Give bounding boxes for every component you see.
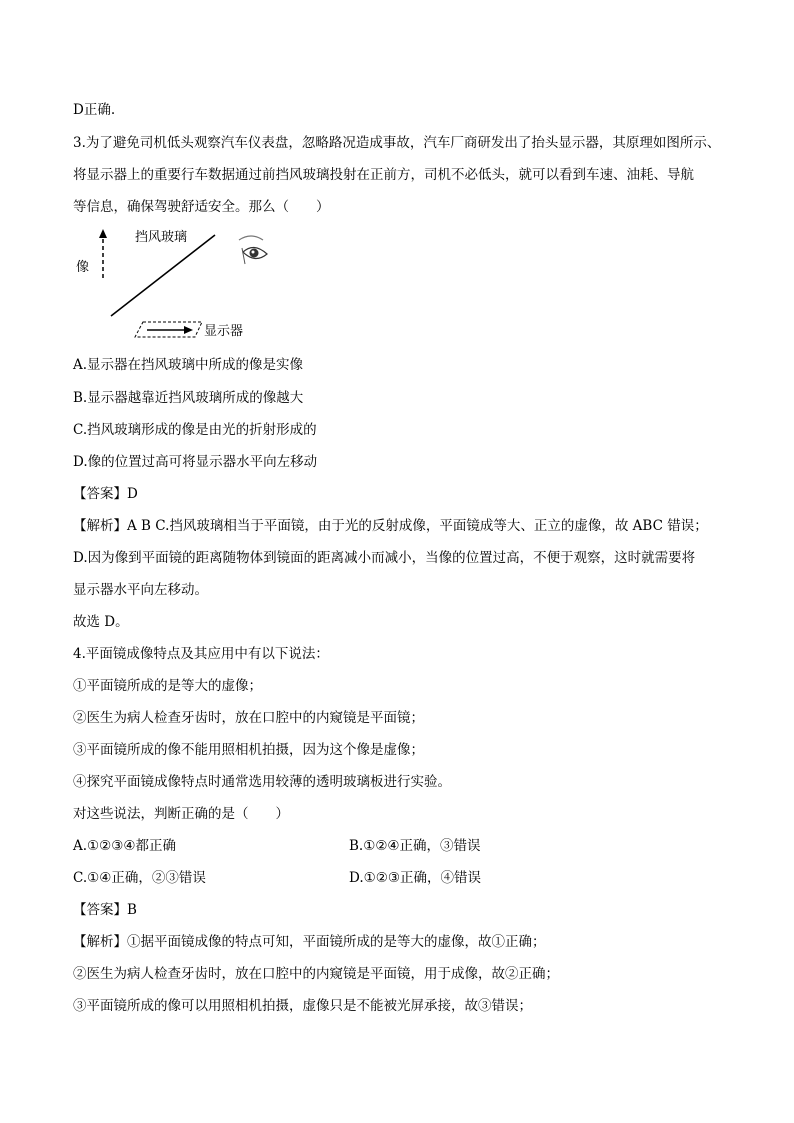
image-label: 像 <box>76 260 90 275</box>
explanation-4-a: 【解析】①据平面镜成像的特点可知，平面镜所成的是等大的虚像，故①正确； <box>73 934 546 950</box>
option-d: D.像的位置过高可将显示器水平向左移动 <box>73 454 318 470</box>
q4-option-d: D.①②③正确，④错误 <box>349 870 481 886</box>
question-3-stem-cont: 将显示器上的重要行车数据通过前挡风玻璃投射在正前方，司机不必低头，就可以看到车速、油耗、导航 <box>73 167 694 183</box>
explanation-3-c: 显示器水平向左移动。 <box>73 582 208 598</box>
question-4-stem: 4.平面镜成像特点及其应用中有以下说法： <box>73 646 329 662</box>
q4-option-b: B.①②④正确，③错误 <box>349 838 481 854</box>
windshield-line <box>111 235 215 316</box>
hud-diagram <box>73 228 313 344</box>
question-4-ask: 对这些说法，判断正确的是（ ） <box>73 806 289 822</box>
statement-3: ③平面镜所成的像不能用照相机拍摄，因为这个像是虚像； <box>73 742 424 758</box>
explanation-4-c: ③平面镜所成的像可以用照相机拍摄，虚像只是不能被光屏承接，故③错误； <box>73 998 532 1014</box>
explanation-3-a: 【解析】A B C.挡风玻璃相当于平面镜，由于光的反射成像，平面镜成等大、正立的虚像，故 ABC 错误； <box>73 518 708 534</box>
answer-3: 【答案】D <box>73 486 138 502</box>
text-line: D正确. <box>73 102 116 118</box>
question-3-stem-end: 等信息，确保驾驶舒适安全。那么（ ） <box>73 199 330 215</box>
display-arrowhead <box>184 326 193 334</box>
image-arrowhead <box>99 229 107 238</box>
option-b: B.显示器越靠近挡风玻璃所成的像越大 <box>73 390 304 406</box>
display-label: 显示器 <box>204 324 244 339</box>
explanation-3-b: D.因为像到平面镜的距离随物体到镜面的距离减小而减小，当像的位置过高，不便于观察，这时就需要将 <box>73 550 696 566</box>
statement-2: ②医生为病人检查牙齿时，放在口腔中的内窥镜是平面镜； <box>73 710 424 726</box>
option-c: C.挡风玻璃形成的像是由光的折射形成的 <box>73 422 317 438</box>
statement-4: ④探究平面镜成像特点时通常选用较薄的透明玻璃板进行实验。 <box>73 774 451 790</box>
q4-option-a: A.①②③④都正确 <box>73 838 176 854</box>
answer-4: 【答案】B <box>73 902 137 918</box>
explanation-3-d: 故选 D。 <box>73 614 129 630</box>
hud-diagram-svg <box>73 228 313 344</box>
question-3-stem: 3.为了避免司机低头观察汽车仪表盘，忽略路况造成事故，汽车厂商研发出了抬头显示器，其原理如图所示、 <box>73 135 721 151</box>
windshield-label: 挡风玻璃 <box>135 230 188 245</box>
statement-1: ①平面镜所成的是等大的虚像； <box>73 678 262 694</box>
option-a: A.显示器在挡风玻璃中所成的像是实像 <box>73 357 304 373</box>
q4-option-c: C.①④正确，②③错误 <box>73 870 206 886</box>
explanation-4-b: ②医生为病人检查牙齿时，放在口腔中的内窥镜是平面镜，用于成像，故②正确； <box>73 966 559 982</box>
eye-icon <box>239 236 267 264</box>
